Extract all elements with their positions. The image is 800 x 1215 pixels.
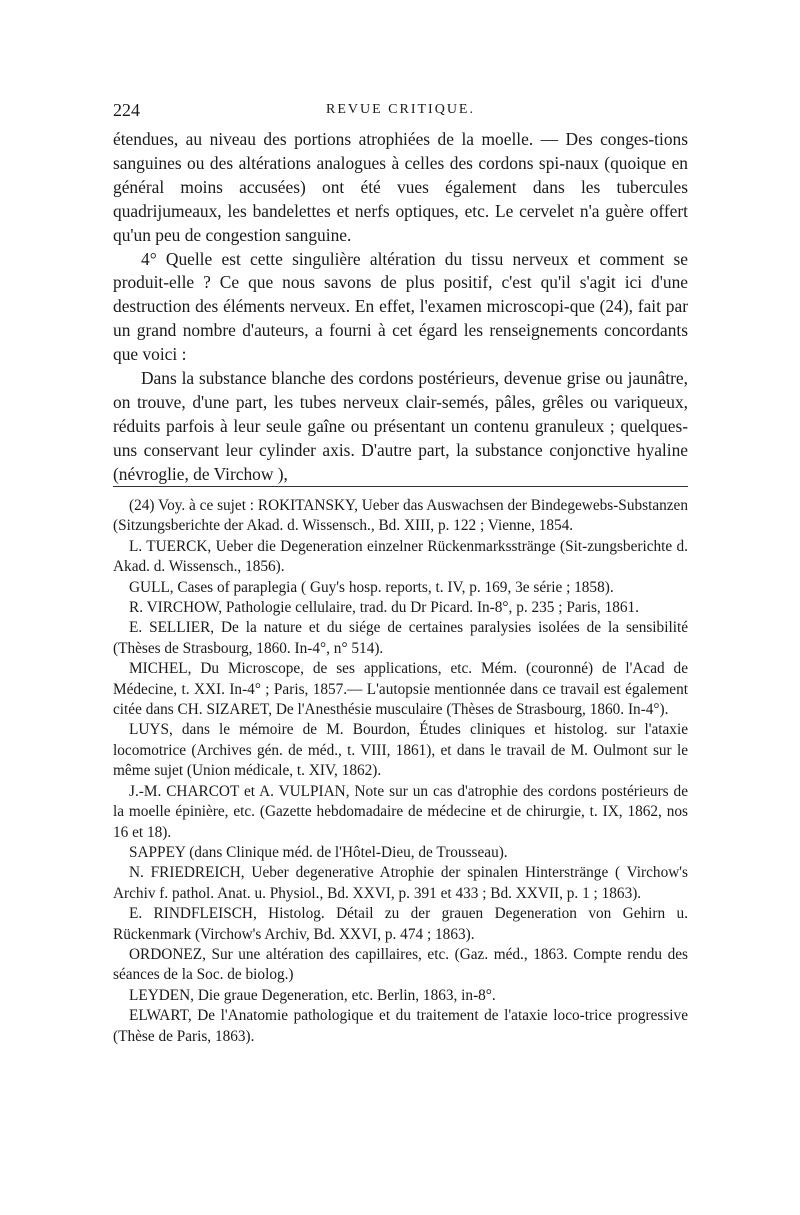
footnote-separator — [113, 486, 688, 487]
footnote-ref-luys: LUYS, dans le mémoire de M. Bourdon, Études cliniques et histolog. sur l'ataxie locomotrice (Archives gén. de méd., t. VIII, 1861), et dans le travail de M. Oulmont sur le même sujet (Union médicale, t. XIV, 1862). — [113, 721, 688, 780]
footnote-ref-elwart: ELWART, De l'Anatomie pathologique et du traitement de l'ataxie loco-trice progressive (Thèse de Paris, 1863). — [113, 1007, 688, 1045]
footnote-ref-tuerck: L. TUERCK, Ueber die Degeneration einzelner Rückenmarksstränge (Sit-zungsberichte d. Akad. d. Wissensch., 1856). — [113, 537, 688, 576]
paragraph-3: Dans la substance blanche des cordons postérieurs, devenue grise ou jaunâtre, on trouve, d'une part, les tubes nerveux clair-semés, pâles, grêles ou variqueux, réduits parfois à leur seule gaîne ou présentant un contenu granuleux ; quelques-uns conservant leur cylinder axis. D'autre part, la substance conjonctive hyaline (névroglie, de Virchow ), — [113, 368, 688, 484]
footnote-ref-ordonez: ORDONEZ, Sur une altération des capillaires, etc. (Gaz. méd., 1863. Compte rendu des séances de la Soc. de biolog.) — [113, 945, 688, 984]
footnote-ref-sellier: E. SELLIER, De la nature et du siége de certaines paralysies isolées de la sensibilité (Thèses de Strasbourg, 1860. In-4°, n° 514). — [113, 619, 688, 657]
main-text — [113, 128, 688, 487]
page-number: 224 — [113, 100, 140, 120]
footnote-ref-virchow: R. VIRCHOW, Pathologie cellulaire, trad. du Dr Picard. In-8°, p. 235 ; Paris, 1861. — [129, 599, 639, 617]
paragraph-2: 4° Quelle est cette singulière altération du tissu nerveux et comment se produit-elle ? Ce que nous savons de plus positif, c'est qu'il s'agit ici d'une destruction des éléments nerveux. En effet, l'examen microscopi-que (24), fait par un grand nombre d'auteurs, a fourni à cet égard les renseignements concordants que voici : — [113, 248, 688, 365]
footnote-24: (24) Voy. à ce sujet : ROKITANSKY, Ueber das Auswachsen der Bindegewebs-Substanzen (Sitzungsberichte der Akad. d. Wissensch., Bd. XIII, p. 122 ; Vienne, 1854. — [113, 497, 688, 535]
paragraph-1: étendues, au niveau des portions atrophiées de la moelle. — Des conges-tions sanguines ou des altérations analogues à celles des cordons spi-naux (quoique en général moins accusées) ont été vues également dans les tubercules quadrijumeaux, les bandelettes et nerfs optiques, etc. Le cervelet n'a guère offert qu'un peu de congestion sanguine. — [113, 129, 688, 245]
footnote-ref-michel: MICHEL, Du Microscope, de ses applications, etc. Mém. (couronné) de l'Acad de Médecine, t. XXI. In-4° ; Paris, 1857.— L'autopsie mentionnée dans ce travail est également citée dans CH. SIZARET, De l'Anesthésie musculaire (Thèses de Strasbourg, 1860. In-4°). — [113, 660, 688, 719]
footnote-ref-leyden: LEYDEN, Die graue Degeneration, etc. Berlin, 1863, in-8°. — [129, 986, 496, 1004]
running-title: REVUE CRITIQUE. — [326, 102, 475, 117]
footnote-ref-charcot-vulpian: J.-M. CHARCOT et A. VULPIAN, Note sur un cas d'atrophie des cordons postérieurs de la moelle épinière, etc. (Gazette hebdomadaire de médecine et de chirurgie, t. IX, 1862, nos 16 et 18). — [113, 782, 688, 841]
footnote-ref-friedreich: N. FRIEDREICH, Ueber degenerative Atrophie der spinalen Hinterstränge ( Virchow's Archiv f. pathol. Anat. u. Physiol., Bd. XXVI, p. 391 et 433 ; Bd. XXVII, p. 1 ; 1863). — [113, 864, 688, 902]
footnote-ref-rindfleisch: E. RINDFLEISCH, Histolog. Détail zu der grauen Degeneration von Gehirn u. Rückenmark (Virchow's Archiv, Bd. XXVI, p. 474 ; 1863). — [113, 905, 688, 943]
footnote-ref-sappey: SAPPEY (dans Clinique méd. de l'Hôtel-Dieu, de Trousseau). — [129, 843, 508, 861]
running-header — [113, 100, 688, 126]
footnote-ref-gull: GULL, Cases of paraplegia ( Guy's hosp. reports, t. IV, p. 169, 3e série ; 1858). — [129, 578, 614, 596]
footnotes — [113, 496, 688, 1047]
